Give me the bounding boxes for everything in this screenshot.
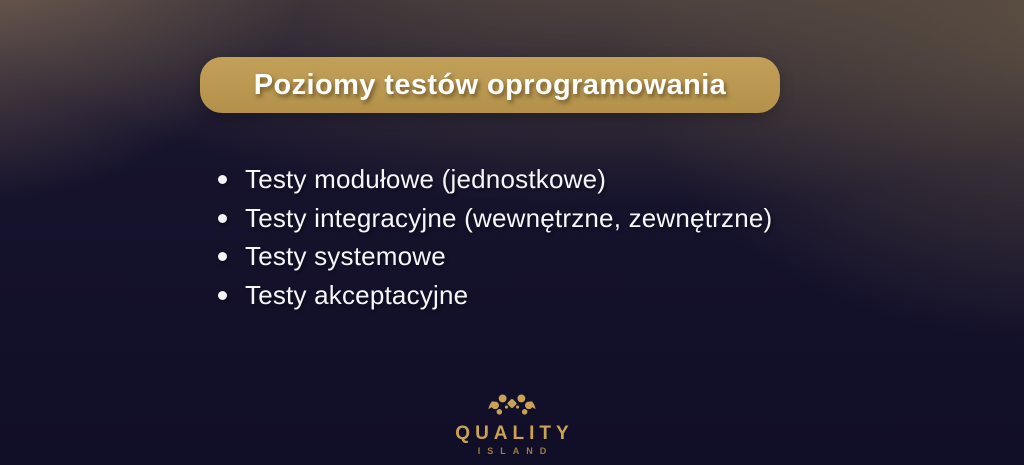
- logo-brand-text: QUALITY: [455, 423, 574, 445]
- bullet-list: [218, 160, 772, 314]
- title-banner: [200, 57, 780, 113]
- list-item: [218, 237, 772, 276]
- list-item: [218, 199, 772, 238]
- list-item: [218, 160, 772, 199]
- page-title: Poziomy testów oprogramowania: [253, 68, 727, 101]
- bullet-dot-icon: [218, 291, 227, 300]
- list-item: [218, 276, 772, 315]
- bullet-text: Testy modułowe (jednostkowe): [245, 164, 607, 194]
- bullet-dot-icon: [218, 214, 227, 223]
- bullet-dot-icon: [218, 175, 227, 184]
- logo: [0, 391, 1024, 456]
- bullet-text: Testy akceptacyjne: [245, 279, 469, 310]
- logo-subbrand-text: ISLAND: [477, 446, 554, 456]
- bullet-dot-icon: [218, 252, 227, 261]
- dots-network-icon: [487, 391, 537, 421]
- bullet-text: Testy integracyjne (wewnętrzne, zewnętrzne): [245, 202, 773, 233]
- bullet-text: Testy systemowe: [245, 241, 446, 271]
